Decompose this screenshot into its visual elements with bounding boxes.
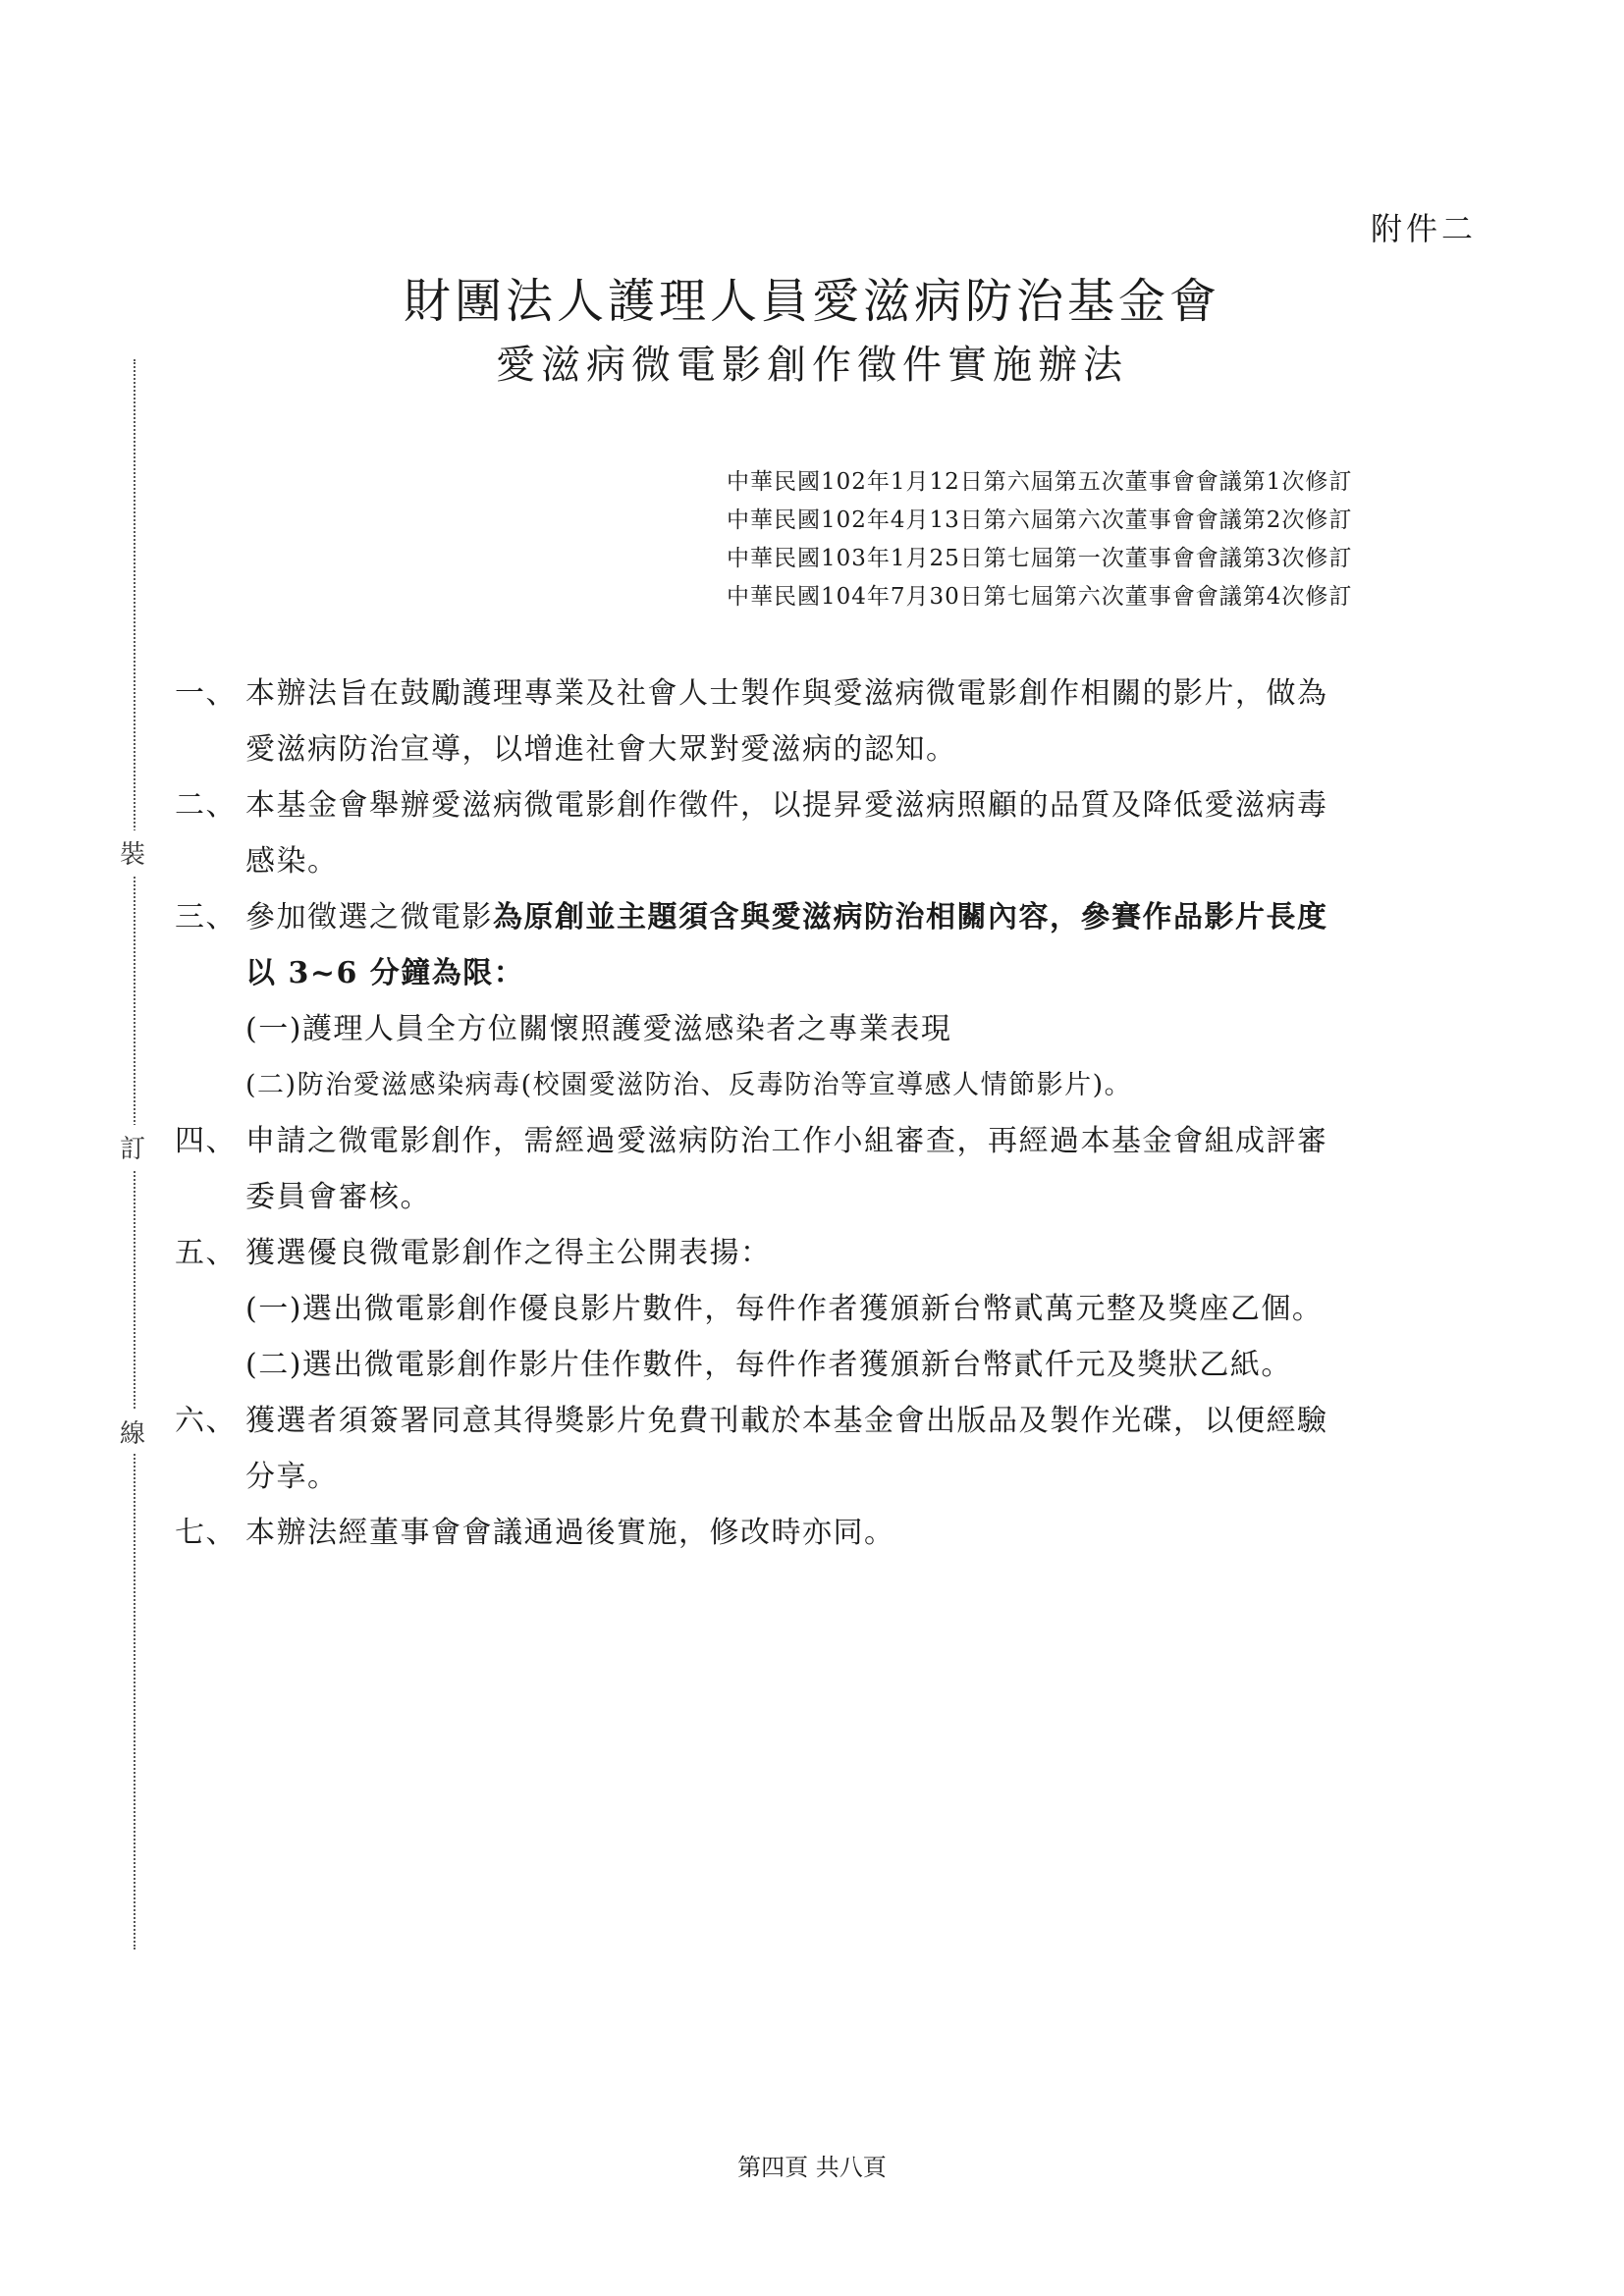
article-2 [175,777,1510,889]
revision-line: 中華民國102年1月12日第六屆第五次董事會會議第1次修訂 [727,469,1353,495]
article-line: 獲選優良微電影創作之得主公開表揚： [245,1236,772,1270]
revision-history [727,463,1512,616]
article-5-sub-1: (一)選出微電影創作優良影片數件，每件作者獲頒新台幣貳萬元整及獎座乙個。 [245,1292,1324,1326]
article-line: 本基金會舉辦愛滋病微電影創作徵件，以提昇愛滋病照顧的品質及降低愛滋病毒 [245,788,1328,823]
article-number: 七、 [175,1516,237,1550]
article-5-sub-2: (二)選出微電影創作影片佳作數件，每件作者獲頒新台幣貳仟元及獎狀乙紙。 [245,1348,1292,1382]
article-number: 六、 [175,1404,237,1438]
article-5 [175,1225,1510,1281]
revision-line: 中華民國104年7月30日第七屆第六次董事會會議第4次修訂 [727,584,1353,610]
article-line: 本辦法經董事會會議通過後實施，修改時亦同。 [245,1516,895,1550]
article-line: 本辦法旨在鼓勵護理專業及社會人士製作與愛滋病微電影創作相關的影片，做為 [245,676,1328,711]
article-line: 愛滋病防治宣導，以增進社會大眾對愛滋病的認知。 [245,732,957,767]
article-number: 一、 [175,676,237,711]
article-3-sub-2: (二)防治愛滋感染病毒(校園愛滋防治、反毒防治等宣導感人情節影片)。 [245,1070,1133,1100]
document-title: 財團法人護理人員愛滋病防治基金會 [403,274,1220,329]
article-7 [175,1505,1510,1561]
revision-line: 中華民國102年4月13日第六屆第六次董事會會議第2次修訂 [727,507,1353,533]
article-line: 委員會審核。 [245,1180,431,1214]
article-3 [175,889,1510,1001]
binding-mark-xian: 線 [120,1410,145,1454]
attachment-label: 附件二 [1371,210,1478,247]
article-number: 二、 [175,788,237,823]
document-body [175,666,1510,1561]
document-subtitle: 愛滋病微電影創作徵件實施辦法 [496,343,1128,388]
article-number: 四、 [175,1124,237,1158]
article-number: 五、 [175,1236,237,1270]
article-number: 三、 [175,900,237,934]
binding-mark-ding: 訂 [120,1125,145,1169]
article-line [245,889,1510,945]
article-1 [175,666,1510,777]
article-emphasis: 為原創並主題須含與愛滋病防治相關內容，參賽作品影片長度 [493,900,1328,934]
article-line: 分享。 [245,1460,339,1494]
article-line: 以 3~6 分鐘為限： [245,956,525,990]
article-6 [175,1393,1510,1505]
binding-mark-zhuang: 裝 [120,830,145,875]
page-footer: 第四頁 共八頁 [737,2154,887,2181]
article-line: 申請之微電影創作，需經過愛滋病防治工作小組審查，再經過本基金會組成評審 [245,1124,1328,1158]
revision-line: 中華民國103年1月25日第七屆第一次董事會會議第3次修訂 [727,546,1353,571]
article-line: 獲選者須簽署同意其得獎影片免費刊載於本基金會出版品及製作光碟，以便經驗 [245,1404,1328,1438]
article-line: 感染。 [245,844,339,879]
article-lead: 參加徵選之微電影 [245,900,493,934]
article-3-sub-1: (一)護理人員全方位關懷照護愛滋感染者之專業表現 [245,1012,952,1046]
article-4 [175,1113,1510,1225]
